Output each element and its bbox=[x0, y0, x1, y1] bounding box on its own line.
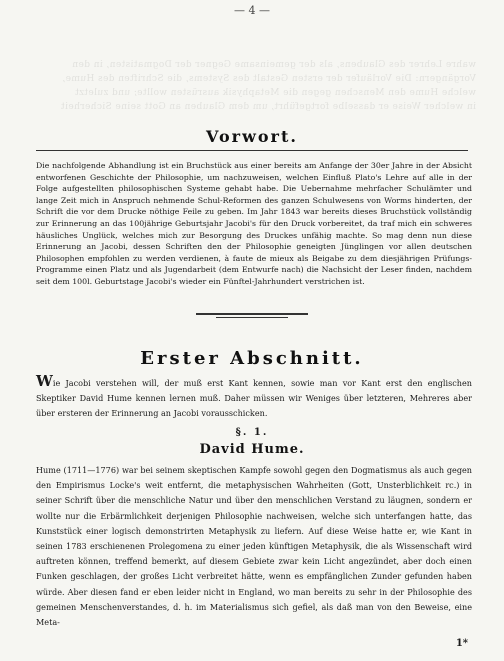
section-intro bbox=[36, 374, 472, 421]
divider bbox=[216, 317, 288, 318]
hume-paragraph bbox=[36, 463, 472, 630]
subsection-title: David Hume. bbox=[199, 442, 305, 457]
bleed-through-line: welche Hume den Menschen gegen die Metaphysik ausrüsten wollte; und zuletzt bbox=[74, 88, 476, 98]
preface-text: Die nachfolgende Abhandlung ist ein Bruchstück aus einer bereits am Anfange der 30er Jahre in der Absicht entworfenen Geschichte der Philosophie, um nachzuweisen, welchen Einfluß Plato's Lehre auf alle in der Folge aufgestellten philosophischen Systeme gehabt habe. Die Uebernahme mehrfacher Schulämter und lange Zeit mich in Anspruch nehmende Schul-Reformen des ganzen Schulwesens von Worms hinderten, der Schrift die vor dem Drucke nöthige Feile zu geben. Im Jahr 1843 war bereits dieses Bruchstück vollständig zur Erinnerung an das 100jährige Geburtsjahr Jacobi's für den Druck vorbereitet, da traf mich ein schweres häusliches Unglück, welches mich zur Besorgung des Druckes unfähig machte. So mag denn nun diese Erinnerung an Jacobi, dessen Schriften den der Philosophie geneigten Jünglingen vor allen deutschen Philosophen empfohlen zu werden verdienen, à faute de mieux als Beigabe zu dem diesjährigen Prüfungs-Programme einen Platz und als Jugendarbeit (dem Entwurfe nach) die Nachsicht der Leser finden, nachdem seit dem 100l. Geburtstage Jacobi's wieder ein Fünftel-Jahrhundert verstrichen ist. bbox=[36, 161, 472, 286]
sheet-signature: 1* bbox=[455, 638, 468, 649]
bleed-through-line: wahre Lehrer des Glaubens, als der gemeinsame Gegner der Dogmatisten, in den bbox=[71, 60, 476, 70]
preface-title: Vorwort. bbox=[206, 127, 298, 146]
hume-text: Hume (1711—1776) war bei seinem skeptischen Kampfe sowohl gegen den Dogmatismus als auch gegen den Empirismus Locke's weit entfernt, die metaphysischen Wahrheiten (Gott, Unsterblichkeit rc.) in seiner Schrift über die menschliche Natur und über den menschlichen Verstand zu läugnen, sondern er wollte nur die Erbärmlichkeit derjenigen Philosophie nachweisen, welche sich unterfangen hatte, das Kunststück einer logisch demonstrirten Metaphysik zu liefern. Auf diese Weise hatte er, wie Kant in seinen 1783 erschienenen Prolegomena zu einer jeden künftigen Metaphysik, die als Wissenschaft wird auftreten können, treffend bemerkt, auf diesem Gebiete zwar kein Licht angezündet, aber doch einen Funken geschlagen, der großes Licht verbreitet hätte, wenn es empfänglichen Zunder gefunden haben würde. Aber diesen fand er eben leider nicht in England, wo man bereits zu sehr in der Philosophie des gemeinen Menschenverstandes, d. h. im Materialismus sich gefiel, als daß man von den Beweise, eine Meta- bbox=[36, 465, 472, 628]
paragraph-number: §. 1. bbox=[235, 427, 269, 438]
page-number: — 4 — bbox=[234, 4, 270, 17]
section-title: Erster Abschnitt. bbox=[140, 348, 364, 369]
intro-text: ie Jacobi verstehen will, der muß erst Kant kennen, sowie man vor Kant erst den englischen Skeptiker David Hume kennen lernen muß. Daher müssen wir Weniges über letzteren, Mehreres aber über ersteren der Erinnerung an Jacobi vorausschicken. bbox=[36, 378, 472, 418]
bleed-through-line: Vorgängern: Die Vorläufer der ersten Gestalt des Systems, die Schriften des Hume, bbox=[61, 74, 476, 84]
divider bbox=[196, 313, 308, 315]
divider bbox=[36, 150, 468, 151]
preface-paragraph bbox=[36, 160, 472, 288]
intro-paragraph bbox=[36, 374, 472, 421]
intro-initial: W bbox=[36, 372, 53, 390]
bleed-through-line: in welcher Weise er dasselbe fortgeführt, um dem Glauben an Gott seine Sicherheit bbox=[60, 102, 476, 112]
